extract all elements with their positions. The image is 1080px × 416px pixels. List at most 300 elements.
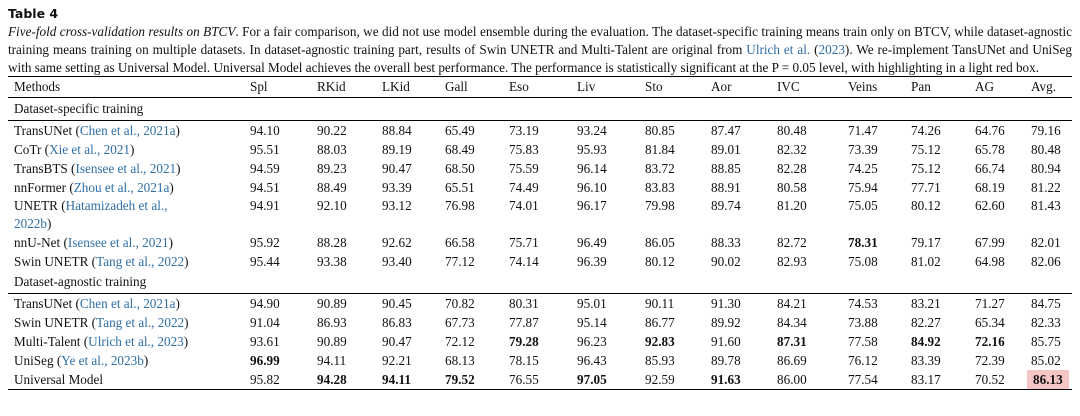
cell-value: 94.11 [382,372,411,388]
value-cell [775,233,846,252]
value-cell [380,233,443,252]
cell-value: 81.22 [1031,180,1061,196]
value-cell [575,252,643,271]
cell-value: 82.01 [1031,235,1061,251]
value-cell [775,159,846,178]
cell-value: 74.25 [848,161,878,177]
cell-value: 82.27 [911,315,941,331]
value-cell [1029,197,1072,233]
value-cell [709,294,775,313]
value-cell [973,370,1029,390]
table-row [8,197,1072,233]
table-row [8,252,1072,271]
value-cell [643,197,709,233]
caption-citation-link[interactable]: Ulrich et al. [746,41,811,57]
method-cell [8,370,248,390]
value-cell [909,159,973,178]
column-header-sto: Sto [645,79,663,95]
value-cell [507,121,575,140]
cell-value: 82.33 [1031,315,1061,331]
value-cell [248,233,315,252]
value-cell [248,178,315,197]
cell-value: 80.58 [777,180,807,196]
cell-value: 75.05 [848,198,878,214]
method-citation-link-cont[interactable]: 2022b [14,216,47,232]
cell-value: 82.28 [777,161,807,177]
value-cell [575,370,643,390]
method-citation-link[interactable]: Isensee et al., 2021 [67,235,169,251]
method-cell: UniSeg (Ye et al., 2023b) [14,353,149,369]
value-cell [315,233,380,252]
cell-value: 89.92 [711,315,741,331]
value-cell [973,140,1029,159]
value-cell [909,233,973,252]
method-citation-link[interactable]: Ye et al., 2023b [61,353,144,369]
cell-value: 79.98 [645,198,675,214]
cell-value: 90.02 [711,254,741,270]
cell-value: 95.01 [577,296,607,312]
value-cell [575,233,643,252]
cell-value: 94.59 [250,161,280,177]
cell-value: 71.47 [848,123,878,139]
value-cell [575,197,643,233]
value-cell [973,159,1029,178]
method-cell: CoTr (Xie et al., 2021) [14,142,135,158]
value-cell [846,178,909,197]
value-cell [643,332,709,351]
method-name: nnU-Net [14,235,61,251]
column-header-rkid: RKid [317,79,346,95]
value-cell [909,332,973,351]
cell-value: 88.84 [382,123,412,139]
value-cell [443,121,507,140]
cell-value: 85.93 [645,353,675,369]
value-cell [1029,178,1072,197]
value-cell [248,370,315,390]
value-cell [973,351,1029,370]
value-cell [575,313,643,332]
cell-value: 87.47 [711,123,741,139]
value-cell [443,313,507,332]
value-cell [973,197,1029,233]
cell-value: 74.14 [509,254,539,270]
method-citation-link[interactable]: Tang et al., 2022 [96,315,185,331]
cell-value: 84.92 [911,334,941,350]
cell-value: 90.22 [317,123,347,139]
cell-value: 89.23 [317,161,347,177]
cell-value: 92.21 [382,353,412,369]
value-cell [973,313,1029,332]
cell-value: 94.91 [250,198,280,214]
cell-value: 75.94 [848,180,878,196]
cell-value: 78.31 [848,235,878,251]
cell-value: 68.19 [975,180,1005,196]
cell-value: 83.72 [645,161,675,177]
cell-value: 94.10 [250,123,280,139]
method-citation-link[interactable]: Isensee et al., 2021 [75,161,177,177]
value-cell [575,332,643,351]
value-cell [315,159,380,178]
cell-value: 81.02 [911,254,941,270]
cell-value: 78.15 [509,353,539,369]
table-row [8,140,1072,159]
cell-value: 93.12 [382,198,412,214]
value-cell [846,294,909,313]
cell-value: 94.11 [317,353,347,369]
value-cell [248,332,315,351]
method-name: TransUNet [14,296,73,312]
cell-value: 65.34 [975,315,1005,331]
table-row [8,121,1072,140]
value-cell [507,351,575,370]
value-cell [709,121,775,140]
value-cell [380,178,443,197]
cell-value: 87.31 [777,334,807,350]
value-cell [380,351,443,370]
value-cell [1029,252,1072,271]
method-name: TransBTS [14,161,68,177]
cell-value: 90.11 [645,296,675,312]
value-cell [315,178,380,197]
cell-value: 72.12 [445,334,475,350]
cell-value: 93.40 [382,254,412,270]
value-cell [643,178,709,197]
value-cell [443,159,507,178]
cell-value: 75.83 [509,142,539,158]
table-row [8,233,1072,252]
value-cell [443,233,507,252]
cell-value: 92.10 [317,198,347,214]
value-cell [380,332,443,351]
value-cell [248,351,315,370]
cell-value: 65.49 [445,123,475,139]
cell-value: 80.85 [645,123,675,139]
cell-value: 96.23 [577,334,607,350]
value-cell [643,140,709,159]
cell-value: 89.19 [382,142,412,158]
cell-value: 67.99 [975,235,1005,251]
cell-value: 66.74 [975,161,1005,177]
value-cell [709,252,775,271]
cell-value: 80.12 [911,198,941,214]
cell-value: 88.28 [317,235,347,251]
method-name: Swin UNETR [14,315,89,331]
cell-value: 77.54 [848,372,878,388]
value-cell [248,313,315,332]
results-table [8,76,1072,390]
method-name: TransUNet [14,123,73,139]
value-cell [909,252,973,271]
value-cell [846,197,909,233]
cell-value: 90.45 [382,296,412,312]
value-cell [315,121,380,140]
value-cell [909,121,973,140]
value-cell [846,121,909,140]
cell-value: 95.14 [577,315,607,331]
column-header-spl: Spl [250,79,268,95]
cell-value: 88.33 [711,235,741,251]
method-citation-link[interactable]: Xie et al., 2021 [49,142,131,158]
value-cell [973,332,1029,351]
value-cell [846,313,909,332]
value-cell [248,159,315,178]
cell-value: 89.01 [711,142,741,158]
cell-value: 82.32 [777,142,807,158]
value-cell [909,294,973,313]
cell-value: 66.58 [445,235,475,251]
cell-value: 76.12 [848,353,878,369]
value-cell [380,159,443,178]
cell-value: 75.71 [509,235,539,251]
cell-value: 96.43 [577,353,607,369]
cell-value: 73.88 [848,315,878,331]
value-cell [973,233,1029,252]
value-cell [775,313,846,332]
value-cell [443,252,507,271]
value-cell [315,370,380,390]
value-cell [846,332,909,351]
column-header-avg: Avg. [1031,79,1057,95]
value-cell [248,121,315,140]
cell-value: 70.82 [445,296,475,312]
value-cell [1029,294,1072,313]
cell-value: 94.28 [317,372,347,388]
value-cell [846,140,909,159]
cell-value: 86.77 [645,315,675,331]
value-cell [380,121,443,140]
cell-value: 68.49 [445,142,475,158]
cell-value: 79.16 [1031,123,1061,139]
column-header-pan: Pan [911,79,931,95]
column-header-gall: Gall [445,79,468,95]
method-citation-link[interactable]: Zhou et al., 2021a [73,180,170,196]
value-cell [248,140,315,159]
value-cell [643,121,709,140]
cell-value: 81.84 [645,142,675,158]
value-cell [443,370,507,390]
value-cell [443,197,507,233]
value-cell [973,252,1029,271]
value-cell [909,313,973,332]
cell-value: 75.12 [911,142,941,158]
cell-value: 96.14 [577,161,607,177]
value-cell [775,178,846,197]
value-cell [643,252,709,271]
table-row [8,332,1072,351]
cell-value: 74.01 [509,198,539,214]
cell-value: 89.74 [711,198,741,214]
cell-value: 91.04 [250,315,280,331]
value-cell [507,313,575,332]
caption-citation-year-link[interactable]: 2023 [818,41,845,57]
column-header-ivc: IVC [777,79,800,95]
value-cell [315,332,380,351]
table-body [8,98,1072,390]
value-cell [315,313,380,332]
table-row [8,351,1072,370]
cell-value: 68.50 [445,161,475,177]
cell-value: 93.39 [382,180,412,196]
cell-value: 84.75 [1031,296,1061,312]
value-cell [380,370,443,390]
cell-value: 83.39 [911,353,941,369]
caption-lead: Five-fold cross-validation results on BTCV [8,24,236,39]
cell-value: 74.49 [509,180,539,196]
table-label: Table 4 [8,6,59,21]
value-cell [909,197,973,233]
cell-value: 86.00 [777,372,807,388]
method-cell: TransUNet (Chen et al., 2021a) [14,296,180,312]
column-header-methods: Methods [14,79,61,95]
value-cell [1029,159,1072,178]
cell-value: 91.63 [711,372,741,388]
cell-value: 74.26 [911,123,941,139]
cell-value: 73.19 [509,123,539,139]
cell-value: 79.28 [509,334,539,350]
value-cell [846,370,909,390]
table-caption: Five-fold cross-validation results on BTCV. For a fair comparison, we did not use model ensemble during the evaluation. The dataset-specific training means train only on BTCV, while dataset-agnostic training means training on multiple datasets. In dataset-agnostic training part, results of Swin UNETR and Multi-Talent are original from Ulrich et al. (2023). We re-implement TansUNet and UniSeg with same setting as Universal Model. Universal Model achieves the overall best performance. The performance is statistically significant at the P = 0.05 level, with highlighting in a light red box. [8,24,1072,75]
cell-value: 77.87 [509,315,539,331]
cell-value: 80.48 [1031,142,1061,158]
cell-value: 79.17 [911,235,941,251]
cell-value: 74.53 [848,296,878,312]
cell-value: 80.94 [1031,161,1061,177]
value-cell [248,294,315,313]
value-cell [973,121,1029,140]
column-header-lkid: LKid [382,79,410,95]
cell-value: 80.48 [777,123,807,139]
cell-value: 77.71 [911,180,941,196]
value-cell [443,294,507,313]
cell-value: 83.21 [911,296,941,312]
value-cell [1029,121,1072,140]
value-cell [248,197,315,233]
value-cell [775,294,846,313]
cell-value: 95.92 [250,235,280,251]
cell-value: 65.78 [975,142,1005,158]
cell-value: 83.17 [911,372,941,388]
method-cell: TransUNet (Chen et al., 2021a) [14,123,180,139]
cell-value: 85.02 [1031,353,1061,369]
value-cell [709,159,775,178]
value-cell [775,332,846,351]
value-cell [507,294,575,313]
value-cell [846,351,909,370]
cell-value: 93.24 [577,123,607,139]
cell-value: 90.47 [382,334,412,350]
value-cell [775,370,846,390]
cell-value: 90.89 [317,334,347,350]
value-cell [909,370,973,390]
value-cell [775,197,846,233]
value-cell [643,370,709,390]
cell-value: 91.30 [711,296,741,312]
cell-value: 70.52 [975,372,1005,388]
method-citation-link[interactable]: Chen et al., 2021a [79,296,176,312]
method-name: Swin UNETR [14,254,89,270]
value-cell [643,233,709,252]
cell-value: 88.49 [317,180,347,196]
value-cell [973,178,1029,197]
method-name: CoTr [14,142,42,158]
value-cell [709,332,775,351]
value-cell [443,178,507,197]
cell-value: 82.72 [777,235,807,251]
cell-value: 92.83 [645,334,675,350]
value-cell [643,351,709,370]
value-cell [909,351,973,370]
column-header-ag: AG [975,79,995,95]
value-cell [1029,370,1072,390]
value-cell [775,121,846,140]
highlighted-value: 86.13 [1027,370,1069,389]
method-citation-link[interactable]: Hatamizadeh et al., [65,198,168,214]
cell-value: 76.55 [509,372,539,388]
table-row [8,313,1072,332]
table-row [8,370,1072,390]
cell-value: 88.91 [711,180,741,196]
value-cell [709,370,775,390]
method-cell: nnFormer (Zhou et al., 2021a) [14,180,174,196]
value-cell [507,159,575,178]
value-cell [775,351,846,370]
cell-value: 93.61 [250,334,280,350]
cell-value: 65.51 [445,180,475,196]
value-cell [643,294,709,313]
method-citation-link[interactable]: Tang et al., 2022 [96,254,185,270]
value-cell [909,140,973,159]
method-cell: Multi-Talent (Ulrich et al., 2023) [14,334,189,350]
cell-value: 82.06 [1031,254,1061,270]
method-citation-link[interactable]: Chen et al., 2021a [79,123,176,139]
value-cell [507,178,575,197]
value-cell [575,159,643,178]
value-cell [1029,332,1072,351]
cell-value: 94.51 [250,180,280,196]
cell-value: 85.75 [1031,334,1061,350]
cell-value: 75.12 [911,161,941,177]
value-cell [315,197,380,233]
method-name: nnFormer [14,180,67,196]
cell-value: 92.59 [645,372,675,388]
section-header-row [8,98,1072,121]
cell-value: 92.62 [382,235,412,251]
cell-value: 77.12 [445,254,475,270]
cell-value: 86.93 [317,315,347,331]
cell-value: 91.60 [711,334,741,350]
cell-value: 96.17 [577,198,607,214]
cell-value: 80.31 [509,296,539,312]
value-cell [709,233,775,252]
value-cell [575,351,643,370]
method-cell: Swin UNETR (Tang et al., 2022) [14,254,189,270]
cell-value: 64.76 [975,123,1005,139]
value-cell [507,370,575,390]
method-citation-link[interactable]: Ulrich et al., 2023 [88,334,184,350]
value-cell [575,140,643,159]
cell-value: 82.93 [777,254,807,270]
method-cell: UNETR (Hatamizadeh et al., 2022b) [14,198,168,232]
method-name: UNETR [14,198,58,214]
value-cell [709,140,775,159]
cell-value: 79.52 [445,372,475,388]
cell-value: 86.05 [645,235,675,251]
cell-value: 62.60 [975,198,1005,214]
cell-value: 96.49 [577,235,607,251]
column-header-veins: Veins [848,79,878,95]
cell-value: 80.12 [645,254,675,270]
table-row [8,178,1072,197]
